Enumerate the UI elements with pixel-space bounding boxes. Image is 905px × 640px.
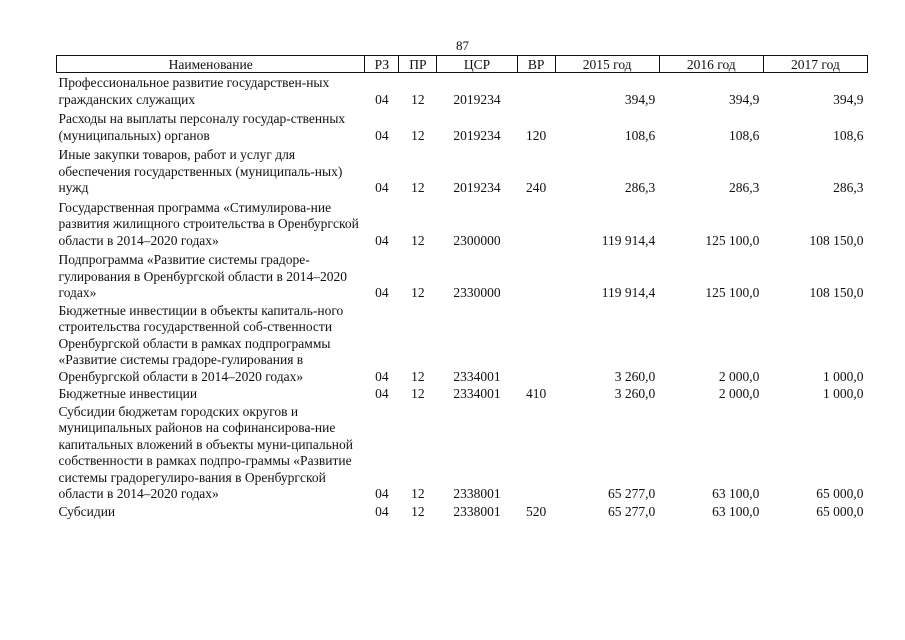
row-rz: 04 <box>375 91 389 107</box>
table-row <box>57 404 868 504</box>
header-csr: ЦСР <box>437 56 517 73</box>
row-2017: 108,6 <box>833 127 864 143</box>
row-2016: 125 100,0 <box>705 232 760 248</box>
row-2015: 286,3 <box>624 180 656 195</box>
row-vr <box>517 73 555 110</box>
row-pr: 12 <box>411 486 425 501</box>
row-csr: 2338001 <box>453 503 501 519</box>
row-2015: 3 260,0 <box>614 386 656 401</box>
row-2016: 2 000,0 <box>718 368 760 384</box>
row-2017: 286,3 <box>833 180 864 195</box>
row-2016: 394,9 <box>728 91 760 107</box>
row-2015: 108,6 <box>624 127 656 143</box>
row-pr: 12 <box>411 368 425 384</box>
table-row <box>57 198 868 251</box>
row-2016: 108,6 <box>728 127 760 143</box>
row-name: Расходы на выплаты персоналу государ-ственных (муниципальных) органов <box>58 111 346 143</box>
row-csr: 2330000 <box>453 285 501 300</box>
row-2016: 63 100,0 <box>712 486 760 501</box>
row-csr: 2334001 <box>453 368 501 384</box>
row-csr: 2338001 <box>453 486 501 501</box>
row-vr <box>517 303 555 387</box>
row-2015: 119 914,4 <box>601 232 656 248</box>
row-vr: 120 <box>525 127 547 143</box>
row-rz: 04 <box>375 386 389 401</box>
row-name: Бюджетные инвестиции <box>58 386 198 401</box>
row-2015: 119 914,4 <box>601 285 656 300</box>
row-pr: 12 <box>411 232 425 248</box>
row-2017: 65 000,0 <box>816 486 864 501</box>
row-csr: 2334001 <box>453 386 501 401</box>
row-pr: 12 <box>411 180 425 195</box>
table-row <box>57 303 868 387</box>
row-2015: 65 277,0 <box>607 486 656 501</box>
row-rz: 04 <box>375 180 389 195</box>
row-pr: 12 <box>411 285 425 300</box>
row-pr: 12 <box>411 386 425 401</box>
row-csr: 2019234 <box>453 127 501 143</box>
row-2017: 65 000,0 <box>816 503 864 519</box>
row-rz: 04 <box>375 232 389 248</box>
row-name: Государственная программа «Стимулирова-ние развития жилищного строительства в Оренбургской области в 2014–2020 годах» <box>58 199 359 248</box>
row-rz: 04 <box>375 503 389 519</box>
row-2016: 125 100,0 <box>705 285 760 300</box>
row-2016: 63 100,0 <box>712 503 760 519</box>
row-name: Субсидии <box>58 503 116 519</box>
row-2017: 394,9 <box>833 91 864 107</box>
header-2017: 2017 год <box>763 56 867 73</box>
header-pr: ПР <box>399 56 437 73</box>
header-name: Наименование <box>57 56 365 73</box>
header-2016: 2016 год <box>659 56 763 73</box>
row-2017: 108 150,0 <box>809 285 864 300</box>
table-row <box>57 504 868 522</box>
table-row <box>57 109 868 145</box>
budget-table <box>56 55 868 521</box>
row-name: Субсидии бюджетам городских округов и муниципальных районов на софинансирова-ние капитальных вложений в объекты муни-ципальной собственности в рамках подпро-граммы «Развитие системы градорегулиро-вания в Оренбургской области в 2014–2020 годах» <box>58 403 353 501</box>
page-number: 87 <box>456 38 469 53</box>
row-2015: 394,9 <box>624 91 656 107</box>
row-2017: 108 150,0 <box>809 232 864 248</box>
row-pr: 12 <box>411 127 425 143</box>
row-2015: 3 260,0 <box>614 368 656 384</box>
table-row <box>57 386 868 404</box>
row-name: Подпрограмма «Развитие системы градоре-гулирования в Оренбургской области в 2014–2020 годах» <box>58 252 347 300</box>
row-csr: 2019234 <box>453 180 501 195</box>
table-header-row <box>57 56 868 73</box>
row-pr: 12 <box>411 91 425 107</box>
row-vr <box>517 198 555 251</box>
header-2015: 2015 год <box>555 56 659 73</box>
row-2017: 1 000,0 <box>823 386 864 401</box>
row-2016: 286,3 <box>728 180 760 195</box>
row-vr <box>517 250 555 303</box>
row-2015: 65 277,0 <box>607 503 656 519</box>
row-vr <box>517 404 555 504</box>
table-row <box>57 250 868 303</box>
row-vr: 410 <box>525 386 547 401</box>
row-name: Бюджетные инвестиции в объекты капиталь-ного строительства государственной соб-ственности Оренбургской области в рамках подпрограммы «Развитие системы градоре-гулирования в Оренбургской области в 2014–2020 годах» <box>58 302 344 384</box>
row-2016: 2 000,0 <box>718 386 760 401</box>
table-row <box>57 145 868 198</box>
row-rz: 04 <box>375 285 389 300</box>
row-name: Профессиональное развитие государствен-ных гражданских служащих <box>58 75 330 107</box>
row-rz: 04 <box>375 486 389 501</box>
row-rz: 04 <box>375 127 389 143</box>
row-pr: 12 <box>411 503 425 519</box>
row-csr: 2300000 <box>453 232 501 248</box>
table-row <box>57 73 868 110</box>
row-rz: 04 <box>375 368 389 384</box>
row-vr: 520 <box>525 503 547 519</box>
row-2017: 1 000,0 <box>823 368 864 384</box>
header-rz: РЗ <box>365 56 399 73</box>
header-vr: ВР <box>517 56 555 73</box>
row-csr: 2019234 <box>453 91 501 107</box>
row-name: Иные закупки товаров, работ и услуг для обеспечения государственных (муниципаль-ных) нужд <box>58 147 343 195</box>
row-vr: 240 <box>525 180 547 195</box>
